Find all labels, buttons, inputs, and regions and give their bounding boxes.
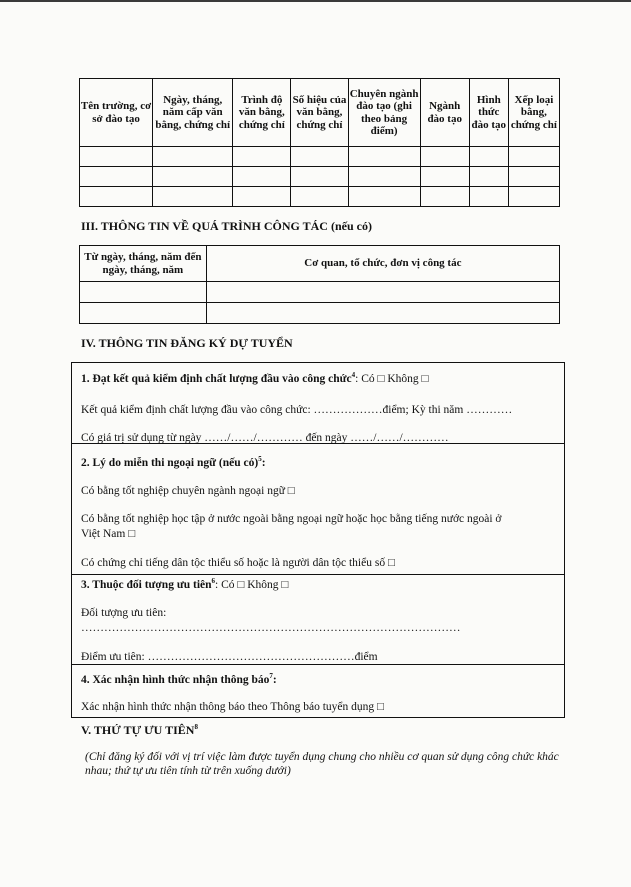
- table-row: [80, 282, 560, 303]
- column-header: Từ ngày, tháng, năm đến ngày, tháng, năm: [80, 246, 207, 282]
- table-cell[interactable]: [233, 187, 291, 207]
- column-header: Chuyên ngành đào tạo (ghi theo bảng điểm): [348, 79, 420, 147]
- item-2-title: 2. Lý do miễn thi ngoại ngữ (nếu có)$^5$:: [81, 455, 266, 469]
- table-cell[interactable]: [153, 167, 233, 187]
- table-header-row: [80, 79, 560, 147]
- table-cell[interactable]: [80, 167, 153, 187]
- table-cell[interactable]: [469, 187, 508, 207]
- table-cell[interactable]: [153, 187, 233, 207]
- entrance-test-options[interactable]: : Có □ Không □: [355, 373, 429, 385]
- item-3-title: 3. Thuộc đối tượng ưu tiên$^6$: Có □ Không □: [81, 577, 289, 591]
- ethnic-language-checkbox-line[interactable]: Có chứng chỉ tiếng dân tộc thiểu số hoặc là người dân tộc thiểu số □: [81, 557, 395, 569]
- table-cell[interactable]: [80, 282, 207, 303]
- table-header-row: [80, 246, 560, 282]
- priority-score-line[interactable]: Điểm ưu tiên: ………………………………………………điểm: [81, 651, 378, 663]
- table-row: [80, 303, 560, 324]
- table-cell[interactable]: [233, 167, 291, 187]
- table-cell[interactable]: [291, 167, 348, 187]
- item-4-title: 4. Xác nhận hình thức nhận thông báo$^7$:: [81, 672, 277, 686]
- column-header: Trình độ văn bằng, chứng chỉ: [233, 79, 291, 147]
- entrance-test-score-line[interactable]: Kết quả kiểm định chất lượng đầu vào công chức: ………………điểm; Kỳ thi năm …………: [81, 404, 513, 416]
- table-cell[interactable]: [348, 187, 420, 207]
- column-header: Hình thức đào tạo: [469, 79, 508, 147]
- validity-date-line[interactable]: Có giá trị sử dụng từ ngày ……/……/………… đến ngày ……/……/…………: [81, 432, 449, 444]
- table-cell[interactable]: [469, 167, 508, 187]
- table-cell[interactable]: [348, 167, 420, 187]
- column-header: Số hiệu của văn bằng, chứng chỉ: [291, 79, 348, 147]
- language-degree-checkbox-line[interactable]: Có bằng tốt nghiệp chuyên ngành ngoại ngữ □: [81, 485, 295, 497]
- section-5-note: (Chỉ đăng ký đối với vị trí việc làm được tuyển dụng chung cho nhiều cơ quan sử dụng công chức khác nhau; thứ tự ưu tiên tính từ trên xuống dưới): [85, 751, 559, 777]
- column-header: Tên trường, cơ sở đào tạo: [80, 79, 153, 147]
- table-cell[interactable]: [80, 187, 153, 207]
- table-cell[interactable]: [420, 187, 469, 207]
- table-cell[interactable]: [233, 147, 291, 167]
- column-header: Ngành đào tạo: [420, 79, 469, 147]
- education-table: [79, 78, 560, 207]
- table-cell[interactable]: [206, 282, 559, 303]
- table-cell[interactable]: [508, 147, 559, 167]
- divider: [72, 664, 564, 665]
- table-cell[interactable]: [80, 147, 153, 167]
- priority-subject-field[interactable]: ………………………………………………………………………………………: [81, 622, 461, 634]
- priority-options[interactable]: : Có □ Không □: [215, 579, 289, 591]
- table-cell[interactable]: [80, 303, 207, 324]
- priority-subject-label: Đối tượng ưu tiên:: [81, 607, 167, 619]
- scan-top-edge: [0, 0, 631, 2]
- table-cell[interactable]: [153, 147, 233, 167]
- table-cell[interactable]: [291, 187, 348, 207]
- table-cell[interactable]: [348, 147, 420, 167]
- table-row: [80, 147, 560, 167]
- notification-confirm-checkbox-line[interactable]: Xác nhận hình thức nhận thông báo theo Thông báo tuyển dụng □: [81, 701, 384, 713]
- table-cell[interactable]: [291, 147, 348, 167]
- divider: [72, 574, 564, 575]
- work-history-table: [79, 245, 560, 324]
- column-header: Ngày, tháng, năm cấp văn bằng, chứng chỉ: [153, 79, 233, 147]
- foreign-study-checkbox-line-cont[interactable]: Việt Nam □: [81, 528, 136, 540]
- section-4-heading: IV. THÔNG TIN ĐĂNG KÝ DỰ TUYỂN: [81, 336, 293, 350]
- column-header: Cơ quan, tổ chức, đơn vị công tác: [206, 246, 559, 282]
- table-cell[interactable]: [420, 167, 469, 187]
- table-cell[interactable]: [508, 187, 559, 207]
- table-cell[interactable]: [508, 167, 559, 187]
- foreign-study-checkbox-line[interactable]: Có bằng tốt nghiệp học tập ở nước ngoài bằng ngoại ngữ hoặc học bằng tiếng nước ngoài ở: [81, 513, 502, 525]
- section-3-heading: III. THÔNG TIN VỀ QUÁ TRÌNH CÔNG TÁC (nếu có): [81, 219, 372, 233]
- item-1-title: 1. Đạt kết quả kiểm định chất lượng đầu vào công chức$^4$: Có □ Không □: [81, 371, 429, 385]
- column-header: Xếp loại bằng, chứng chỉ: [508, 79, 559, 147]
- table-cell[interactable]: [420, 147, 469, 167]
- table-row: [80, 167, 560, 187]
- table-row: [80, 187, 560, 207]
- section-5-heading: V. THỨ TỰ ƯU TIÊN$^8$: [81, 723, 198, 737]
- table-cell[interactable]: [469, 147, 508, 167]
- table-cell[interactable]: [206, 303, 559, 324]
